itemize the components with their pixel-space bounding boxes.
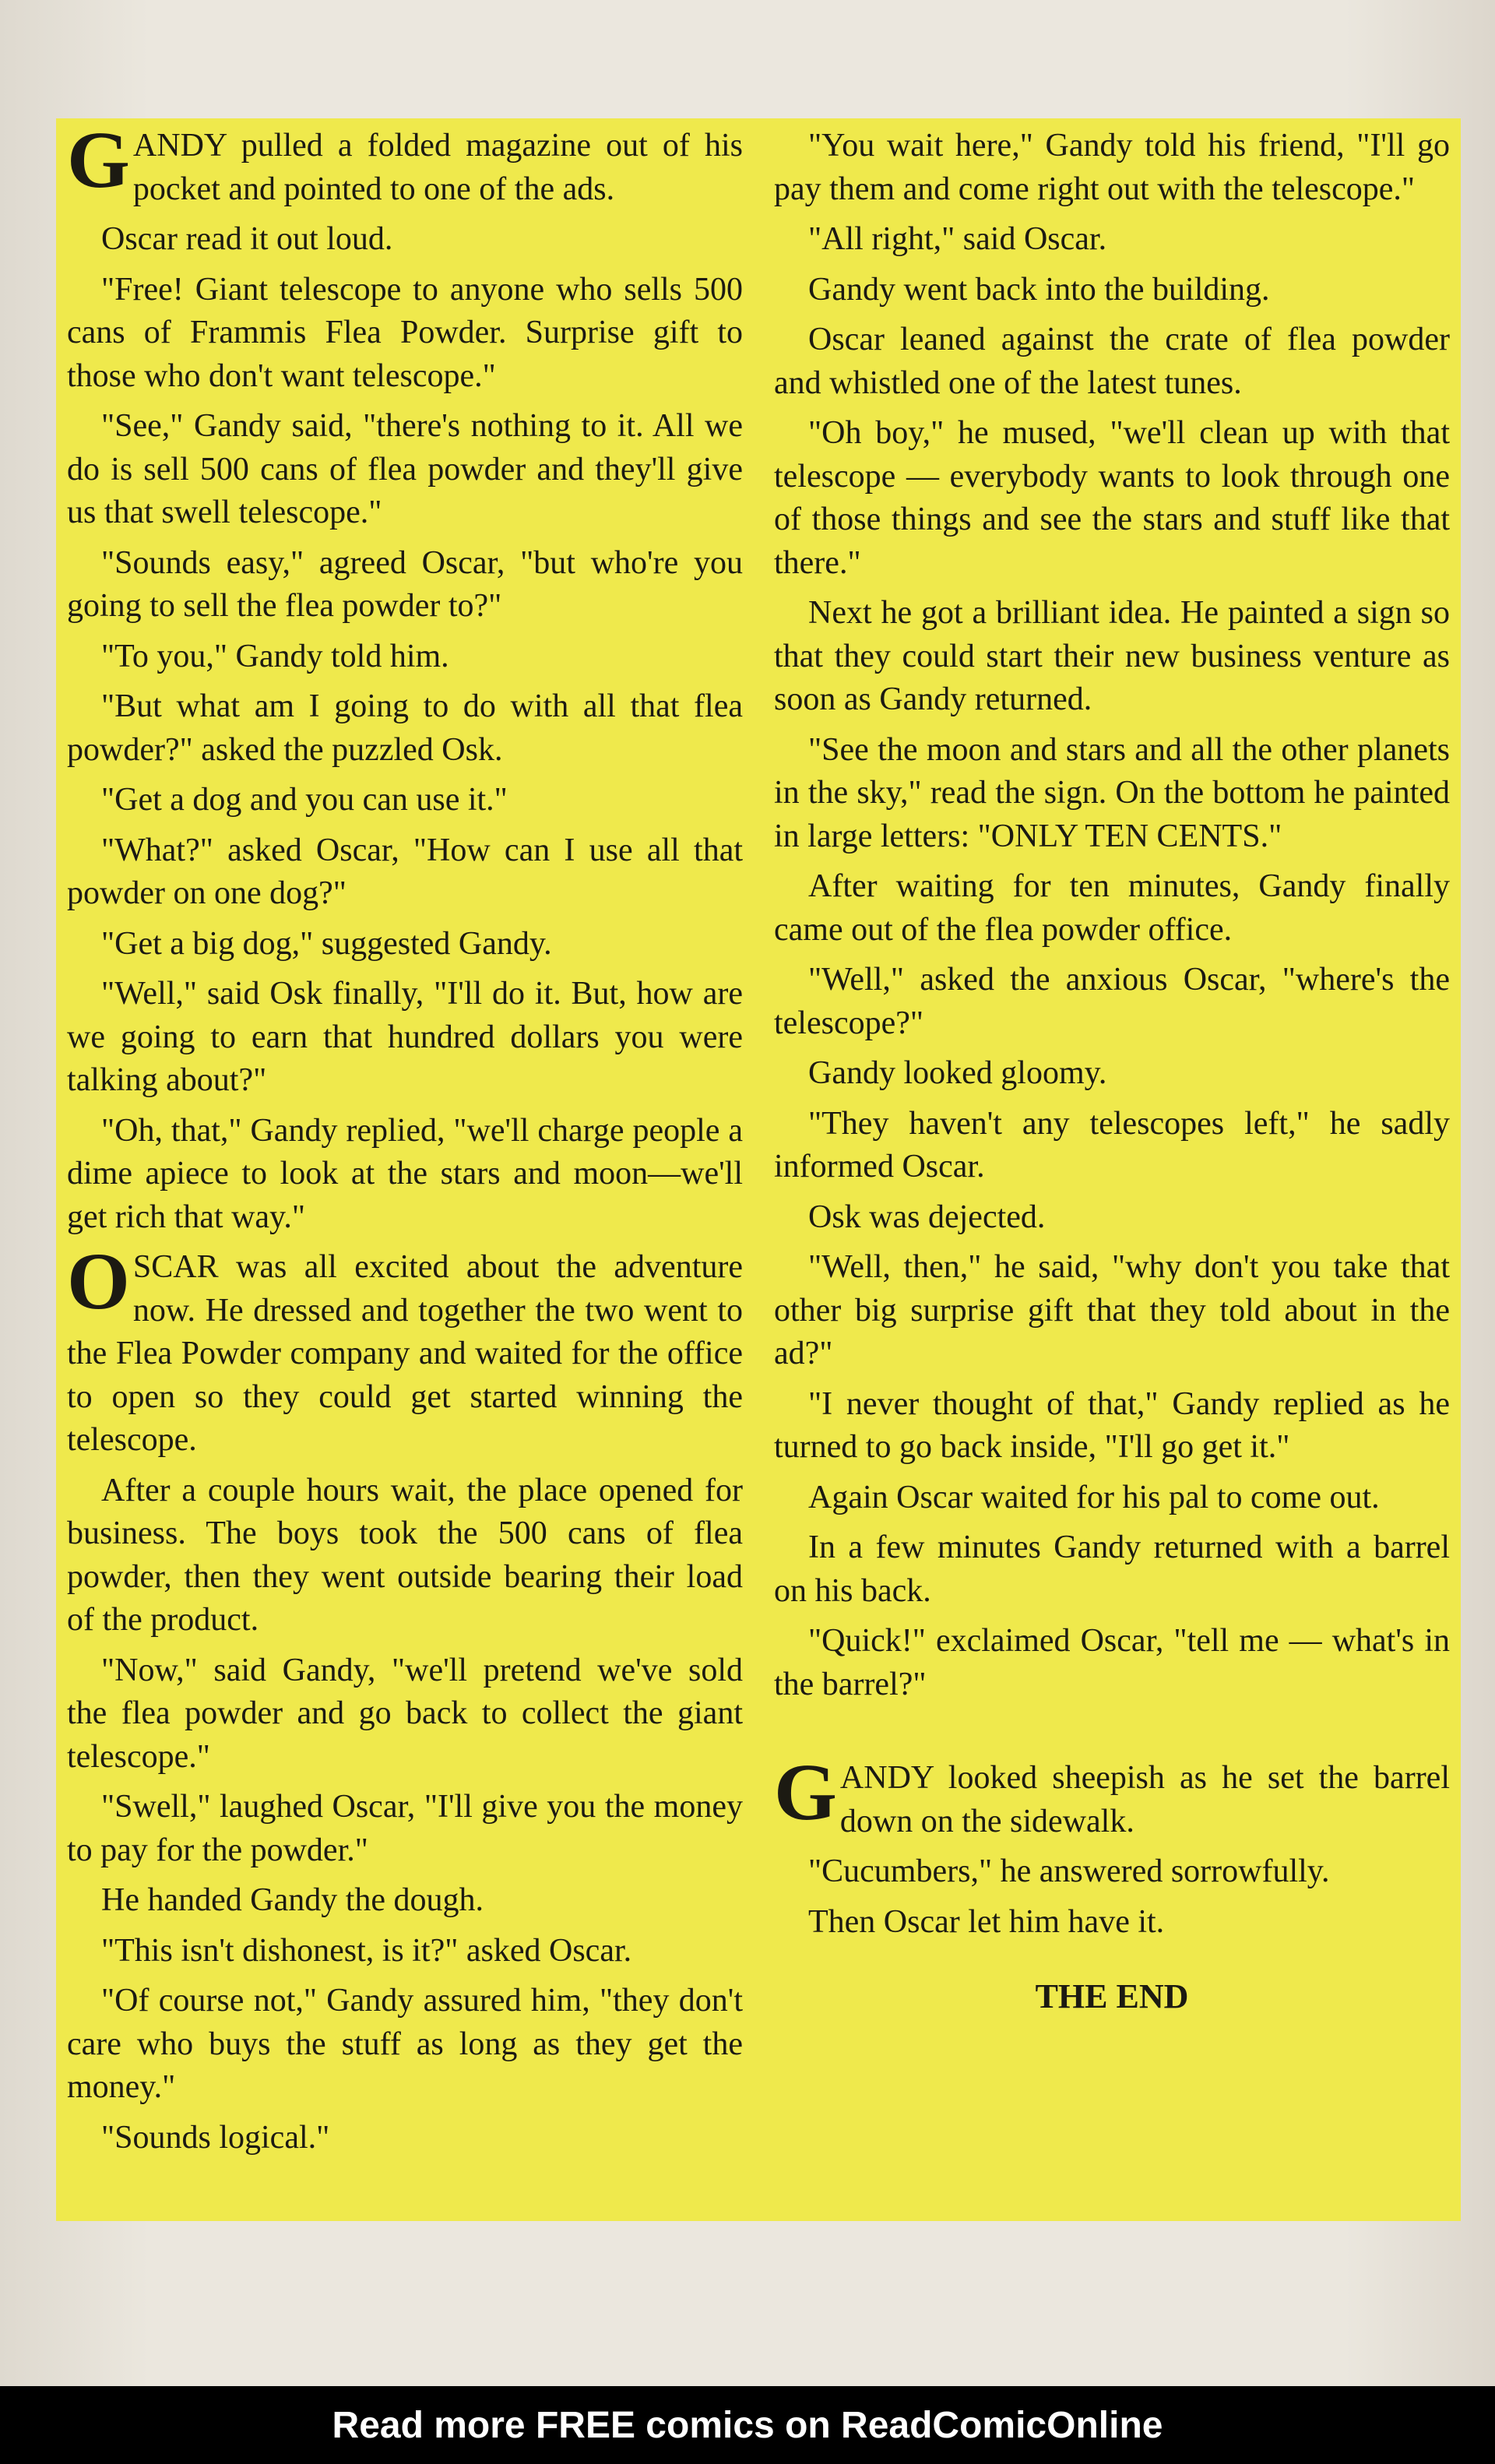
paragraph-text: "Oh, that," Gandy replied, "we'll charge people a dime apiece to look at the stars and moon—we'll get rich that way." [67, 1112, 743, 1235]
paragraph-text: "Sounds easy," agreed Oscar, "but who're you going to sell the flea powder to?" [67, 544, 743, 624]
story-paragraph [774, 1246, 1450, 1376]
story-paragraph [67, 1237, 743, 1463]
story-paragraph [774, 319, 1450, 405]
story-paragraph [67, 2117, 743, 2160]
story-paragraph [67, 1470, 743, 1642]
paragraph-text: "Free! Giant telescope to anyone who sells 500 cans of Frammis Flea Powder. Surprise gift to those who don't want telescope." [67, 271, 743, 394]
drop-cap: G [67, 115, 130, 205]
paragraph-text: Osk was dejected. [808, 1199, 1046, 1235]
story-paragraph [67, 1980, 743, 2110]
paragraph-text: "Well," asked the anxious Oscar, "where's the telescope?" [774, 962, 1450, 1041]
story-paragraph [774, 269, 1450, 312]
story-paragraph [774, 1901, 1450, 1945]
story-paragraph [774, 959, 1450, 1045]
paragraph-text: "Well, then," he said, "why don't you take that other big surprise gift that they told about in the ad?" [774, 1249, 1450, 1371]
story-paragraph [774, 865, 1450, 952]
paragraph-text: "Now," said Gandy, "we'll pretend we've sold the flea powder and go back to collect the giant telescope." [67, 1652, 743, 1775]
story-paragraph [67, 973, 743, 1103]
paragraph-text: "Get a dog and you can use it." [101, 782, 508, 818]
story-paragraph [774, 1052, 1450, 1096]
paragraph-text: Oscar read it out loud. [101, 221, 393, 257]
story-paragraph [67, 1930, 743, 1973]
story-paragraph [67, 1879, 743, 1923]
paragraph-text: In a few minutes Gandy returned with a barrel on his back. [774, 1529, 1450, 1609]
paragraph-text: "See," Gandy said, "there's nothing to it. All we do is sell 500 cans of flea powder and they'll give us that swell telescope." [67, 408, 743, 530]
story-paragraph [67, 685, 743, 772]
story-paragraph [67, 1649, 743, 1779]
right-text-column [774, 125, 1450, 2026]
story-paragraph [67, 218, 743, 262]
story-paragraph [67, 269, 743, 399]
paragraph-text: After a couple hours wait, the place opened for business. The boys took the 500 cans of flea powder, then they went outside bearing their load of the product. [67, 1472, 743, 1638]
story-paragraph [67, 829, 743, 916]
story-paragraph [774, 1620, 1450, 1706]
story-paragraph [774, 218, 1450, 262]
story-paragraph [67, 779, 743, 822]
paragraph-text: "I never thought of that," Gandy replied as he turned to go back inside, "I'll go get it." [774, 1385, 1450, 1465]
paragraph-text: Next he got a brilliant idea. He painted a sign so that they could start their new business venture as soon as Gandy returned. [774, 595, 1450, 717]
story-paragraph [67, 635, 743, 679]
story-paragraph [774, 1850, 1450, 1894]
story-paragraph [774, 592, 1450, 722]
story-paragraph [774, 125, 1450, 211]
left-text-column [67, 115, 743, 2167]
promo-banner-text[interactable]: Read more FREE comics on ReadComicOnline [332, 2404, 1163, 2446]
paragraph-text: "Get a big dog," suggested Gandy. [101, 925, 552, 962]
story-paragraph [67, 1110, 743, 1240]
story-paragraph [774, 1196, 1450, 1240]
story-paragraph [774, 412, 1450, 585]
paragraph-text: "All right," said Oscar. [808, 221, 1107, 257]
paragraph-text: "Oh boy," he mused, "we'll clean up with that telescope — everybody wants to look through one of those things and see the stars and stuff like that there." [774, 415, 1450, 581]
paragraph-text: Gandy went back into the building. [808, 271, 1270, 308]
story-paragraph [774, 729, 1450, 859]
drop-cap: G [774, 1748, 837, 1837]
story-paragraph [67, 115, 743, 211]
story-paragraph [774, 1526, 1450, 1613]
paragraph-text: "Swell," laughed Oscar, "I'll give you the money to pay for the powder." [67, 1789, 743, 1868]
paragraph-text: "To you," Gandy told him. [101, 638, 449, 674]
paragraph-text: After waiting for ten minutes, Gandy finally came out of the flea powder office. [774, 868, 1450, 948]
drop-cap: O [67, 1237, 130, 1326]
story-paragraph [67, 405, 743, 535]
lead-in-caps: ANDY [839, 1760, 934, 1796]
lead-in-caps: ANDY [132, 128, 227, 164]
promo-banner[interactable] [0, 2386, 1495, 2464]
paragraph-text: "But what am I going to do with all that flea powder?" asked the puzzled Osk. [67, 688, 743, 768]
story-paragraph [774, 1477, 1450, 1520]
story-paragraph [774, 1383, 1450, 1470]
paragraph-text: "Of course not," Gandy assured him, "they don't care who buys the stuff as long as they get the money." [67, 1983, 743, 2105]
paragraph-text: Again Oscar waited for his pal to come out. [808, 1479, 1380, 1515]
paragraph-text: "See the moon and stars and all the other planets in the sky," read the sign. On the bottom he painted in large letters: "ONLY TEN CENTS." [774, 731, 1450, 854]
paragraph-text: "Well," said Osk finally, "I'll do it. But, how are we going to earn that hundred dollars you were talking about?" [67, 976, 743, 1098]
paragraph-text: Gandy looked gloomy. [808, 1055, 1107, 1091]
paragraph-text: looked sheepish as he set the barrel down on the sidewalk. [839, 1760, 1450, 1839]
story-paragraph [774, 1748, 1450, 1843]
story-paragraph [67, 542, 743, 628]
paragraph-text: Then Oscar let him have it. [808, 1903, 1165, 1940]
section-break [774, 1713, 1450, 1757]
paragraph-text: "Cucumbers," he answered sorrowfully. [808, 1853, 1330, 1889]
lead-in-caps: SCAR [132, 1249, 219, 1285]
story-paragraph [774, 1103, 1450, 1189]
story-paragraph [67, 923, 743, 966]
paragraph-text: "Sounds logical." [101, 2119, 330, 2156]
paragraph-text: "This isn't dishonest, is it?" asked Oscar. [101, 1932, 632, 1969]
paragraph-text: "Quick!" exclaimed Oscar, "tell me — what's in the barrel?" [774, 1623, 1450, 1702]
paragraph-text: "You wait here," Gandy told his friend, "I'll go pay them and come right out with the telescope." [774, 128, 1450, 207]
paragraph-text: "They haven't any telescopes left," he sadly informed Oscar. [774, 1105, 1450, 1184]
the-end-label: THE END [1035, 1977, 1189, 2015]
paragraph-text: Oscar leaned against the crate of flea powder and whistled one of the latest tunes. [774, 322, 1450, 401]
paragraph-text: "What?" asked Oscar, "How can I use all that powder on one dog?" [67, 832, 743, 911]
paragraph-text: was all excited about the adventure now. He dressed and together the two went to the Flea Powder company and waited for the office to open so they could get started winning the telescope. [67, 1249, 743, 1458]
paragraph-text: He handed Gandy the dough. [101, 1882, 484, 1918]
story-paragraph [67, 1786, 743, 1872]
paragraph-text: pulled a folded magazine out of his pocket and pointed to one of the ads. [132, 128, 743, 207]
